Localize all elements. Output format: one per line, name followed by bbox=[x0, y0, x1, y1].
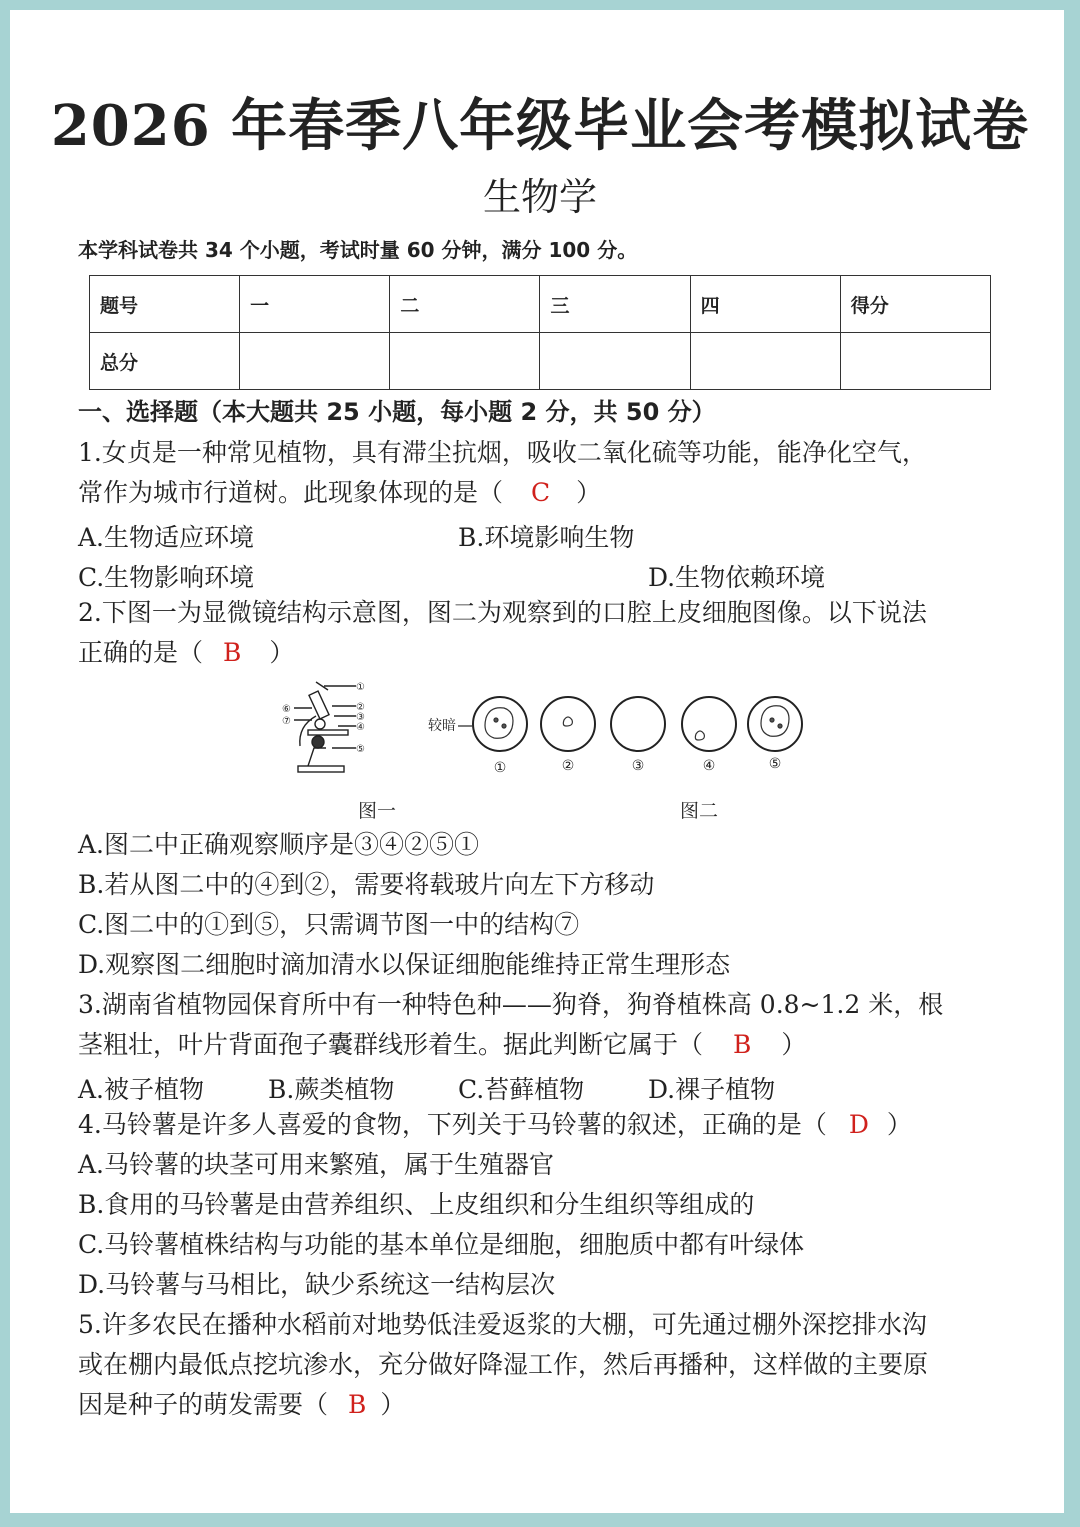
view-circle-4 bbox=[682, 697, 736, 751]
q2-option-b: B.若从图二中的④到②，需要将载玻片向左下方移动 bbox=[78, 870, 655, 899]
view-circle-3 bbox=[611, 697, 665, 751]
score-header-cell: 三 bbox=[540, 276, 690, 333]
view-label-1: ① bbox=[493, 760, 507, 776]
microscope-figure bbox=[276, 676, 376, 776]
q5-stem-text: 因是种子的萌发需要（ bbox=[78, 1390, 329, 1419]
q4-stem bbox=[78, 1110, 912, 1140]
q3-option-a: A.被子植物 bbox=[78, 1075, 205, 1104]
q1-close: ） bbox=[576, 478, 602, 507]
score-cell bbox=[690, 333, 840, 390]
q3-option-d: D.裸子植物 bbox=[648, 1075, 776, 1104]
view-circle-5 bbox=[748, 697, 802, 751]
score-cell bbox=[840, 333, 990, 390]
q5-stem-line2: 或在棚内最低点挖坑渗水，充分做好降湿工作，然后再播种，这样做的主要原 bbox=[78, 1350, 929, 1379]
q2-stem-line2 bbox=[78, 638, 294, 668]
view-label-3: ③ bbox=[631, 758, 645, 774]
q5-close: ） bbox=[380, 1390, 406, 1419]
view-label-4: ④ bbox=[702, 758, 716, 774]
q1-stem-line2 bbox=[78, 478, 601, 508]
exam-info: 本学科试卷共 34 个小题，考试时量 60 分钟，满分 100 分。 bbox=[78, 238, 638, 262]
q2-answer: B bbox=[223, 638, 242, 667]
section-heading: 一、选择题（本大题共 25 小题，每小题 2 分，共 50 分） bbox=[78, 398, 716, 426]
view-label-2: ② bbox=[561, 758, 575, 774]
q4-option-d: D.马铃薯与马相比，缺少系统这一结构层次 bbox=[78, 1270, 556, 1299]
q4-option-c: C.马铃薯植株结构与功能的基本单位是细胞，细胞质中都有叶绿体 bbox=[78, 1230, 805, 1259]
q3-option-c: C.苔藓植物 bbox=[458, 1075, 585, 1104]
micro-label-4: ④ bbox=[356, 722, 365, 733]
score-row-label: 总分 bbox=[90, 333, 240, 390]
q3-close: ） bbox=[781, 1030, 807, 1059]
figure1-caption: 图一 bbox=[358, 800, 397, 822]
q5-answer: B bbox=[348, 1390, 367, 1419]
q1-stem-text: 常作为城市行道树。此现象体现的是（ bbox=[78, 478, 504, 507]
micro-label-2: ② bbox=[356, 702, 365, 713]
micro-label-1: ① bbox=[356, 682, 365, 693]
q4-option-b: B.食用的马铃薯是由营养组织、上皮组织和分生组织等组成的 bbox=[78, 1190, 755, 1219]
score-header-cell: 得分 bbox=[840, 276, 990, 333]
q3-option-b: B.蕨类植物 bbox=[268, 1075, 395, 1104]
dark-label: 较暗 bbox=[428, 718, 456, 734]
score-cell bbox=[240, 333, 390, 390]
q1-option-b: B.环境影响生物 bbox=[458, 523, 635, 552]
micro-label-7: ⑦ bbox=[282, 716, 291, 727]
q2-stem-line1: 2.下图一为显微镜结构示意图，图二为观察到的口腔上皮细胞图像。以下说法 bbox=[78, 598, 927, 627]
q4-option-a: A.马铃薯的块茎可用来繁殖，属于生殖器官 bbox=[78, 1150, 555, 1179]
q3-answer: B bbox=[733, 1030, 752, 1059]
score-table-total-row bbox=[90, 333, 991, 390]
score-header-cell: 一 bbox=[240, 276, 390, 333]
q5-stem-line3 bbox=[78, 1390, 405, 1420]
q2-option-c: C.图二中的①到⑤，只需调节图一中的结构⑦ bbox=[78, 910, 580, 939]
score-header-cell: 四 bbox=[690, 276, 840, 333]
q4-close: ） bbox=[886, 1110, 912, 1139]
q1-option-c: C.生物影响环境 bbox=[78, 563, 255, 592]
score-table bbox=[89, 275, 991, 390]
figure2-caption: 图二 bbox=[680, 800, 719, 822]
q1-answer: C bbox=[531, 478, 551, 507]
q4-answer: D bbox=[848, 1110, 869, 1139]
view-label-5: ⑤ bbox=[768, 756, 782, 772]
micro-label-3: ③ bbox=[356, 712, 365, 723]
view-circle-1 bbox=[473, 697, 527, 751]
q4-stem-text: 4.马铃薯是许多人喜爱的食物，下列关于马铃薯的叙述，正确的是（ bbox=[78, 1110, 827, 1139]
q3-stem-line1: 3.湖南省植物园保育所中有一种特色种——狗脊，狗脊植株高 0.8~1.2 米，根 bbox=[78, 990, 944, 1019]
micro-label-6: ⑥ bbox=[282, 704, 291, 715]
score-table-header-row bbox=[90, 276, 991, 333]
cell-views-figure bbox=[428, 690, 808, 780]
micro-label-5: ⑤ bbox=[356, 744, 365, 755]
q1-stem-line1: 1.女贞是一种常见植物，具有滞尘抗烟，吸收二氧化硫等功能，能净化空气， bbox=[78, 438, 927, 467]
view-circle-2 bbox=[541, 697, 595, 751]
q2-option-a: A.图二中正确观察顺序是③④②⑤① bbox=[78, 830, 480, 859]
q3-stem-text: 茎粗壮，叶片背面孢子囊群线形着生。据此判断它属于（ bbox=[78, 1030, 704, 1059]
q2-stem-text: 正确的是（ bbox=[78, 638, 204, 667]
q1-option-d: D.生物依赖环境 bbox=[648, 563, 826, 592]
q3-stem-line2 bbox=[78, 1030, 806, 1060]
score-cell bbox=[540, 333, 690, 390]
score-header-cell: 题号 bbox=[90, 276, 240, 333]
q1-option-a: A.生物适应环境 bbox=[78, 523, 255, 552]
q2-close: ） bbox=[269, 638, 295, 667]
score-header-cell: 二 bbox=[390, 276, 540, 333]
exam-title: 2026 年春季八年级毕业会考模拟试卷 bbox=[50, 93, 1030, 159]
score-cell bbox=[390, 333, 540, 390]
subject-title: 生物学 bbox=[482, 175, 597, 219]
q2-option-d: D.观察图二细胞时滴加清水以保证细胞能维持正常生理形态 bbox=[78, 950, 731, 979]
q5-stem-line1: 5.许多农民在播种水稻前对地势低洼爱返浆的大棚，可先通过棚外深挖排水沟 bbox=[78, 1310, 927, 1339]
